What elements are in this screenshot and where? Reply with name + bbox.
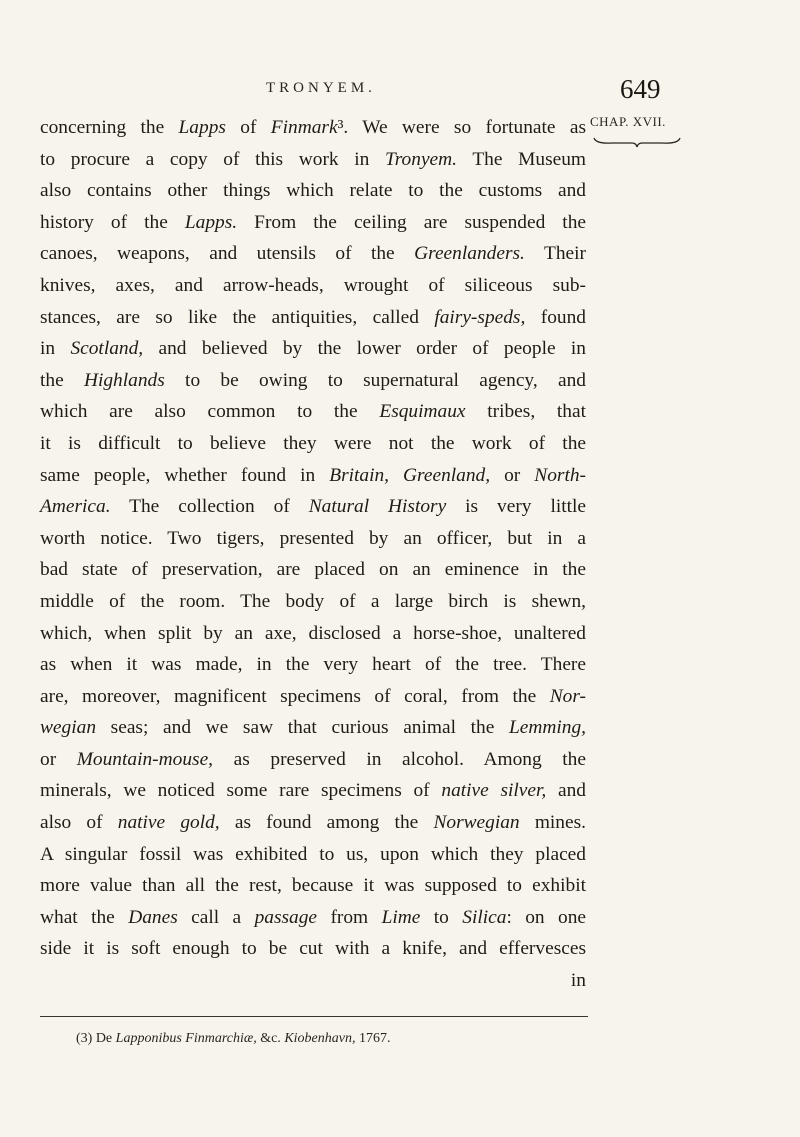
- text-run: it is difficult to believe they were not the work of the: [40, 432, 586, 454]
- italic-run: Scotland,: [70, 338, 144, 360]
- text-run: canoes, weapons, and utensils of the: [40, 243, 415, 265]
- italic-run: wegian: [40, 717, 97, 739]
- text-line: [40, 712, 586, 744]
- text-line: [40, 775, 586, 807]
- text-run: history of the: [40, 211, 185, 233]
- text-line: [40, 365, 586, 397]
- text-run: in: [40, 338, 71, 360]
- text-run: the: [40, 369, 84, 391]
- text-line: [40, 491, 586, 523]
- italic-run: Lapps.: [184, 211, 238, 233]
- page-number: 649: [620, 74, 661, 104]
- footnote-work: Lapponibus Finmarchiæ,: [115, 1031, 257, 1046]
- text-line: [40, 554, 586, 586]
- italic-run: Silica: [462, 906, 507, 928]
- text-line: [40, 523, 586, 555]
- text-line: [40, 238, 586, 270]
- text-run: what the: [40, 906, 129, 928]
- text-run: middle of the room. The body of a large birch is shewn,: [40, 590, 586, 612]
- text-line: [40, 428, 586, 460]
- text-run: which, when split by an axe, disclosed a horse-shoe, unaltered: [40, 622, 586, 644]
- text-line: [40, 870, 586, 902]
- italic-run: Natural History: [308, 496, 447, 518]
- text-line: [40, 112, 586, 144]
- italic-run: native silver,: [441, 780, 547, 802]
- text-run: in: [570, 970, 586, 992]
- text-run: concerning the: [40, 117, 179, 138]
- text-run: as when it was made, in the very heart of the tree. There: [40, 654, 586, 676]
- italic-run: passage: [254, 906, 318, 928]
- text-run: same people, whether found in: [40, 464, 330, 486]
- italic-run: Norwegian: [433, 812, 520, 834]
- text-run: more value than all the rest, because it was supposed to exhibit: [40, 875, 586, 897]
- footnote: [76, 1031, 390, 1047]
- italic-run: Esquimaux: [379, 401, 466, 423]
- italic-run: Nor-: [549, 685, 586, 707]
- text-run: found: [525, 306, 586, 328]
- text-run: or: [40, 748, 77, 770]
- text-run: which are also common to the: [40, 401, 380, 423]
- italic-run: Greenlanders.: [414, 243, 525, 265]
- italic-run: Danes: [128, 906, 178, 928]
- text-run: ³. We were so fortunate as: [337, 117, 586, 138]
- text-line: [40, 902, 586, 934]
- italic-run: fairy-speds,: [434, 306, 526, 328]
- text-line: [40, 965, 586, 997]
- text-run: seas; and we saw that curious animal the: [96, 717, 509, 739]
- footnote-prefix: (3) De: [76, 1031, 116, 1046]
- running-head: TRONYEM.: [266, 80, 376, 96]
- brace-icon: [592, 136, 682, 148]
- italic-run: Britain, Greenland,: [329, 464, 491, 486]
- text-run: as found among the: [219, 812, 434, 834]
- footnote-place: Kiobenhavn,: [284, 1031, 356, 1046]
- italic-run: Finmark: [270, 117, 338, 138]
- body-text: [40, 112, 586, 997]
- text-run: The Museum: [457, 148, 587, 170]
- italic-run: native gold,: [117, 812, 220, 834]
- text-line: [40, 807, 586, 839]
- italic-run: Lime: [381, 906, 421, 928]
- italic-run: America.: [40, 496, 111, 518]
- text-run: A singular fossil was exhibited to us, upon which they placed: [40, 843, 586, 865]
- text-run: call a: [177, 906, 255, 928]
- text-run: to: [420, 906, 463, 928]
- italic-run: Tronyem.: [385, 148, 458, 170]
- text-line: [40, 333, 586, 365]
- text-line: [40, 586, 586, 618]
- italic-run: Mountain-mouse,: [76, 748, 214, 770]
- italic-run: Lapps: [178, 117, 226, 138]
- footnote-rule: [40, 1016, 588, 1017]
- text-run: and believed by the lower order of people in: [143, 338, 586, 360]
- italic-run: Lemming,: [508, 717, 586, 739]
- text-run: as preserved in alcohol. Among the: [213, 748, 586, 770]
- text-line: [40, 933, 586, 965]
- text-run: minerals, we noticed some rare specimens of: [40, 780, 442, 802]
- text-run: side it is soft enough to be cut with a knife, and effervesces: [40, 938, 586, 960]
- text-run: is very little: [446, 496, 586, 518]
- text-run: to be owing to supernatural agency, and: [164, 369, 586, 391]
- text-line: [40, 270, 586, 302]
- text-run: or: [490, 464, 535, 486]
- text-run: worth notice. Two tigers, presented by an officer, but in a: [40, 527, 586, 549]
- text-run: From the ceiling are suspended the: [237, 211, 586, 233]
- text-run: Their: [524, 243, 586, 265]
- text-line: [40, 460, 586, 492]
- text-run: tribes, that: [465, 401, 586, 423]
- text-run: The collection of: [110, 496, 309, 518]
- text-line: [40, 396, 586, 428]
- text-line: [40, 144, 586, 176]
- text-run: also contains other things which relate to the customs and: [40, 180, 586, 202]
- italic-run: Highlands: [83, 369, 165, 391]
- text-run: from: [317, 906, 382, 928]
- text-run: also of: [40, 812, 118, 834]
- text-line: [40, 744, 586, 776]
- text-run: are, moreover, magnificent specimens of coral, from the: [40, 685, 550, 707]
- text-run: : on one: [506, 906, 587, 928]
- text-run: mines.: [519, 812, 586, 834]
- text-line: [40, 207, 586, 239]
- footnote-year: 1767.: [355, 1031, 391, 1046]
- text-line: [40, 839, 586, 871]
- text-run: knives, axes, and arrow-heads, wrought of siliceous sub-: [40, 274, 586, 296]
- text-line: [40, 649, 586, 681]
- text-run: of: [225, 117, 271, 138]
- chapter-margin-note: CHAP. XVII.: [590, 114, 666, 129]
- footnote-mid: &c.: [256, 1031, 285, 1046]
- text-line: [40, 681, 586, 713]
- text-line: [40, 175, 586, 207]
- text-run: bad state of preservation, are placed on an eminence in the: [40, 559, 586, 581]
- text-run: to procure a copy of this work in: [40, 148, 386, 170]
- text-line: [40, 302, 586, 334]
- text-run: and: [546, 780, 586, 802]
- text-run: stances, are so like the antiquities, called: [40, 306, 435, 328]
- text-line: [40, 618, 586, 650]
- italic-run: North-: [534, 464, 586, 486]
